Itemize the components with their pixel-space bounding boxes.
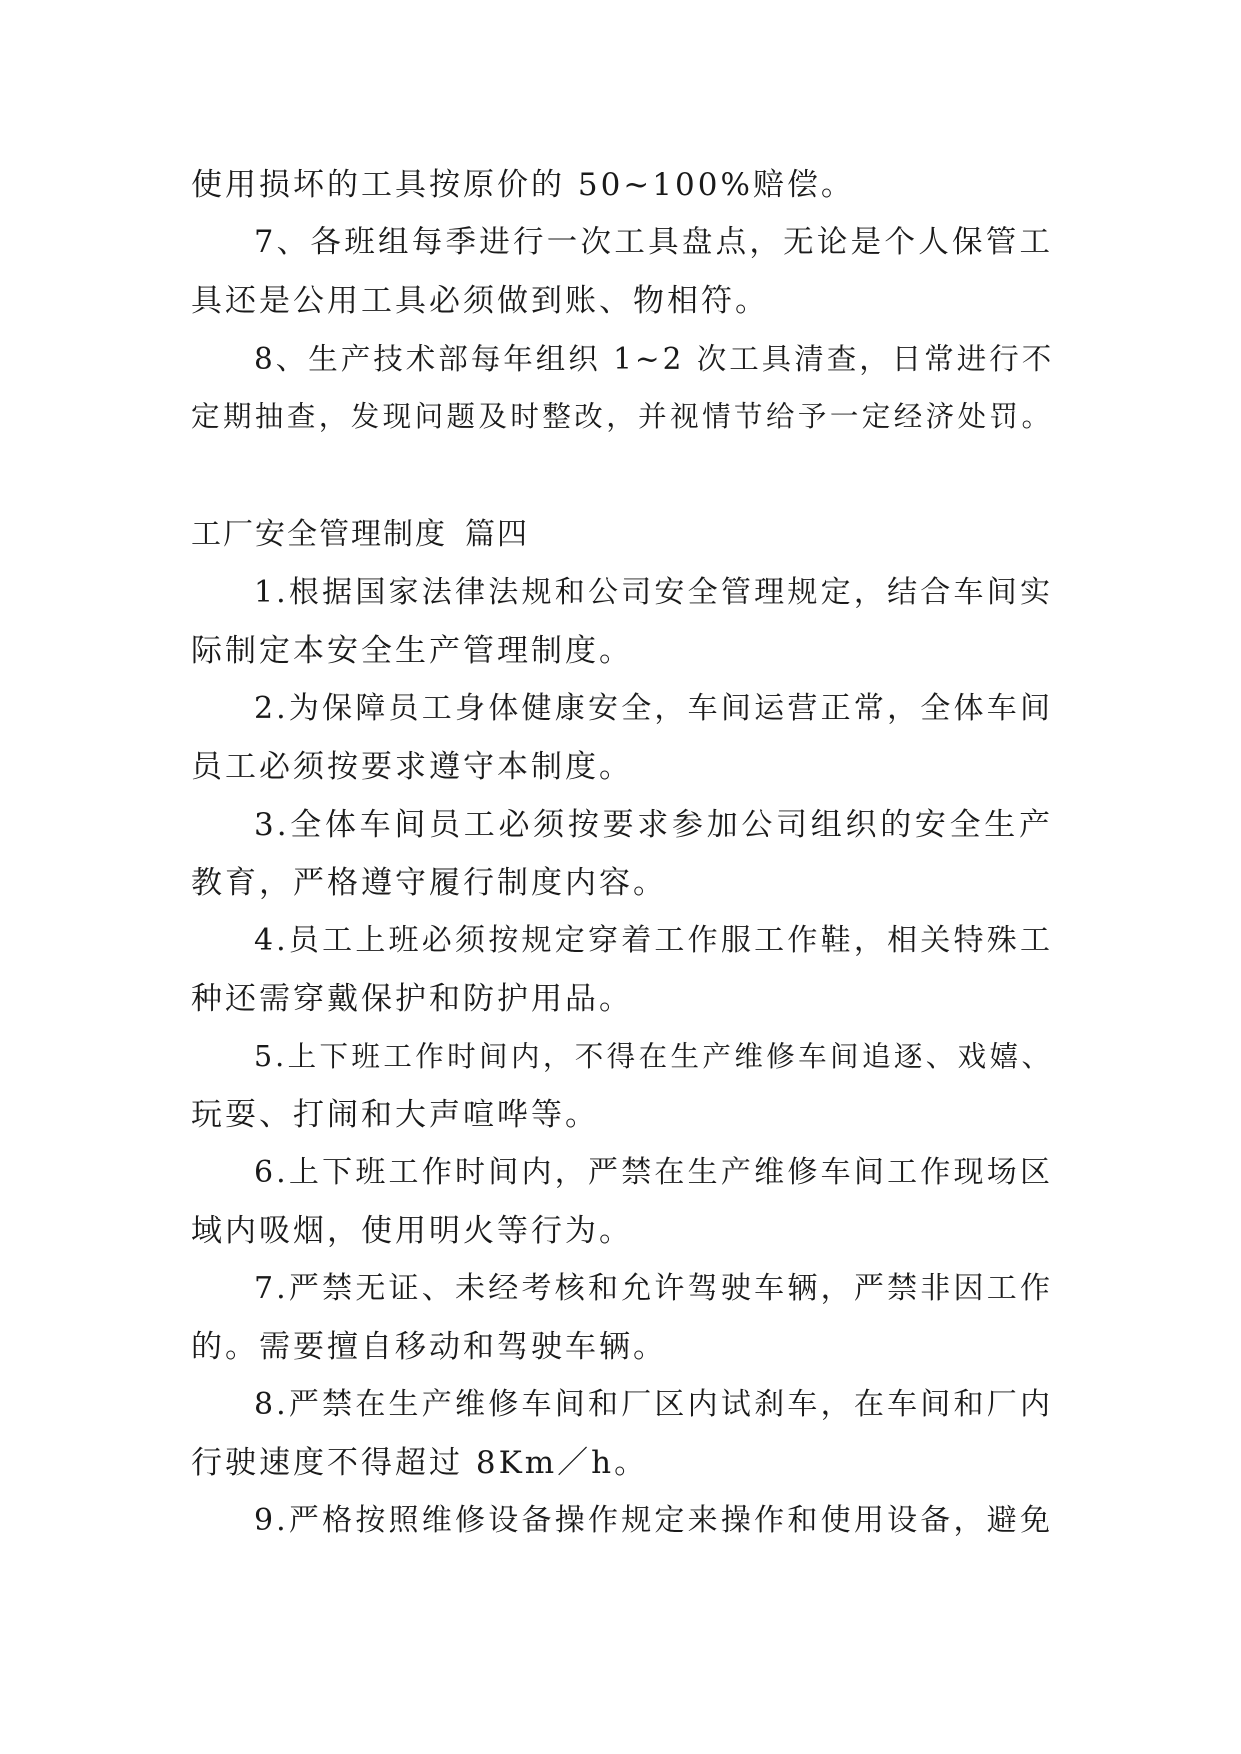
rule-continuation-line: 域内吸烟，使用明火等行为。 [191, 1213, 633, 1249]
paragraph-line: 8、生产技术部每年组织 1~2 次工具清查，日常进行不 [254, 342, 1055, 376]
rule-first-line: 1.根据国家法律法规和公司安全管理规定，结合车间实 [254, 575, 1053, 610]
rule-continuation-line: 际制定本安全生产管理制度。 [191, 633, 633, 669]
rule-first-line: 4.员工上班必须按规定穿着工作服工作鞋，相关特殊工 [254, 923, 1053, 958]
rule-continuation-line: 种还需穿戴保护和防护用品。 [191, 981, 633, 1017]
rule-item [191, 1144, 1053, 1260]
rule-first-line: 6.上下班工作时间内，严禁在生产维修车间工作现场区 [254, 1155, 1053, 1190]
rule-item [191, 1492, 1053, 1550]
rule-first-line: 8.严禁在生产维修车间和厂区内试刹车，在车间和厂内 [254, 1387, 1053, 1422]
section-gap [191, 446, 1053, 506]
rule-continuation-line: 的。需要擅自移动和驾驶车辆。 [191, 1329, 667, 1365]
paragraph-line: 7、各班组每季进行一次工具盘点，无论是个人保管工 [254, 225, 1053, 260]
section-title: 工厂安全管理制度 [191, 517, 447, 552]
rule-item [191, 564, 1053, 680]
rule-item [191, 1260, 1053, 1376]
rules-list [191, 564, 1053, 1550]
paragraph-line: 具还是公用工具必须做到账、物相符。 [191, 283, 769, 319]
rule-first-line: 5.上下班工作时间内，不得在生产维修车间追逐、戏嬉、 [254, 1040, 1053, 1073]
rule-first-line: 3.全体车间员工必须按要求参加公司组织的安全生产 [254, 807, 1053, 843]
rule-continuation-line: 行驶速度不得超过 8Km／h。 [191, 1445, 649, 1481]
rule-first-line: 2.为保障员工身体健康安全，车间运营正常，全体车间 [254, 691, 1053, 726]
rule-continuation-line: 员工必须按要求遵守本制度。 [191, 749, 633, 785]
rule-item [191, 680, 1053, 796]
paragraph-line: 使用损坏的工具按原价的 50~100%赔偿。 [191, 167, 855, 203]
rule-continuation-line: 教育，严格遵守履行制度内容。 [191, 865, 667, 901]
rule-first-line: 9.严格按照维修设备操作规定来操作和使用设备，避免 [254, 1503, 1053, 1538]
paragraph-line: 定期抽查，发现问题及时整改，并视情节给予一定经济处罚。 [191, 400, 1053, 433]
rule-item [191, 1376, 1053, 1492]
section-heading [191, 506, 1053, 564]
document-page [191, 156, 1053, 1550]
rule-continuation-line: 玩耍、打闹和大声喧哗等。 [191, 1097, 599, 1133]
section-part: 篇四 [465, 517, 529, 552]
rule-first-line: 7.严禁无证、未经考核和允许驾驶车辆，严禁非因工作 [254, 1271, 1053, 1306]
rule-item [191, 1028, 1053, 1144]
previous-section-text [191, 156, 1053, 446]
rule-item [191, 912, 1053, 1028]
rule-item [191, 796, 1053, 912]
